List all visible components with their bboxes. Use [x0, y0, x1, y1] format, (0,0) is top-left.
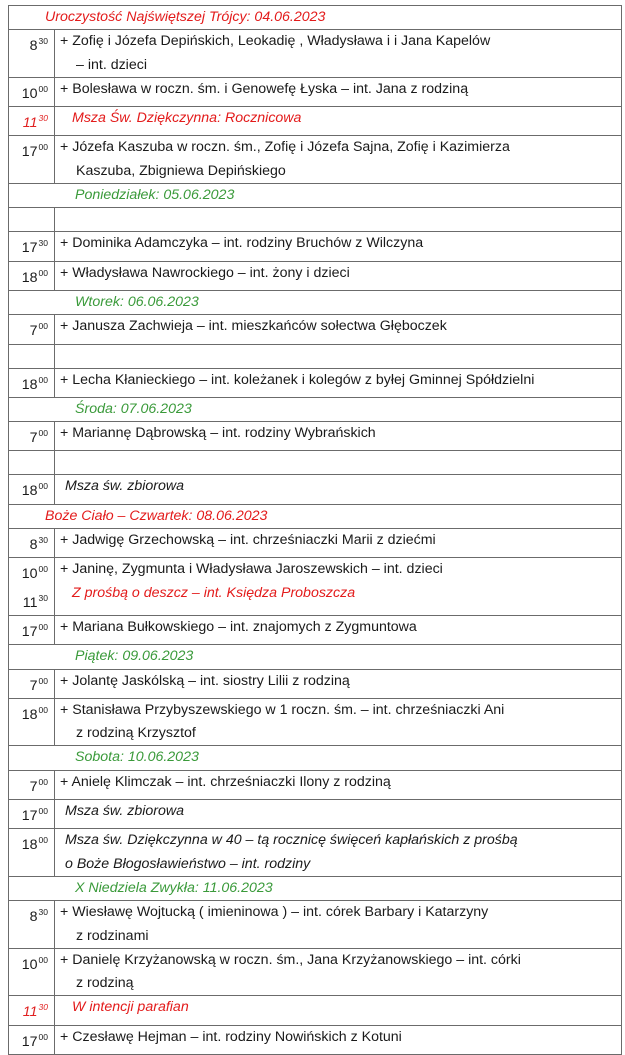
- intention-line: + Józefa Kaszuba w roczn. śm., Zofię i Józefa Sajna, Zofię i Kazimierza: [60, 139, 510, 156]
- day-heading: Boże Ciało – Czwartek: 08.06.2023: [9, 504, 622, 528]
- intention-line: – int. dzieci: [76, 56, 147, 73]
- table-row: [9, 422, 622, 451]
- table-row: [9, 829, 622, 877]
- intention-cell: [55, 208, 622, 232]
- intention-cell: [55, 77, 622, 106]
- day-heading-row: [9, 397, 622, 421]
- time-cell: [9, 368, 55, 397]
- day-heading-row: [9, 746, 622, 770]
- time-cell: [9, 615, 55, 644]
- day-heading: Uroczystość Najświętszej Trójcy: 04.06.2023: [9, 6, 622, 30]
- time-minutes: 00: [38, 776, 48, 787]
- intention-line: + Janusza Zachwieja – int. mieszkańców sołectwa Głęboczek: [60, 318, 447, 335]
- mass-time: [30, 901, 48, 929]
- intention-cell: [55, 669, 622, 698]
- time-minutes: 00: [38, 1031, 48, 1042]
- mass-time: [22, 262, 48, 290]
- empty-row: [9, 208, 622, 232]
- time-cell: [9, 901, 55, 949]
- time-minutes: 00: [38, 675, 48, 686]
- mass-time: [22, 369, 48, 397]
- intention-cell: [55, 136, 622, 184]
- time-minutes: 00: [38, 704, 48, 715]
- mass-intentions-sheet: [8, 5, 621, 1055]
- day-heading: Wtorek: 06.06.2023: [9, 290, 622, 314]
- time-hour: 7: [29, 323, 38, 340]
- day-heading: X Niedziela Zwykła: 11.06.2023: [9, 876, 622, 900]
- intention-cell: [55, 770, 622, 799]
- time-minutes: 00: [38, 481, 48, 492]
- intention-line: z rodziną: [76, 975, 134, 992]
- intention-line: + Czesławę Hejman – int. rodziny Nowińskich z Kotuni: [60, 1028, 402, 1045]
- table-row: [9, 698, 622, 746]
- time-minutes: 00: [38, 564, 48, 575]
- time-hour: 18: [21, 706, 38, 723]
- time-minutes: 30: [38, 1002, 48, 1013]
- time-minutes: 00: [38, 83, 48, 94]
- day-heading-row: [9, 876, 622, 900]
- time-hour: 18: [21, 269, 38, 286]
- time-minutes: 00: [38, 806, 48, 817]
- intention-cell: [55, 558, 622, 616]
- mass-time: [22, 1026, 48, 1054]
- table-row: [9, 800, 622, 829]
- table-row: [9, 996, 622, 1025]
- time-cell: [9, 107, 55, 136]
- time-cell: [9, 451, 55, 475]
- time-minutes: 00: [38, 267, 48, 278]
- intention-line: z rodziną Krzysztof: [76, 725, 196, 742]
- table-row: [9, 475, 622, 504]
- time-hour: 11: [22, 594, 38, 611]
- time-minutes: 00: [38, 954, 48, 965]
- table-row: [9, 948, 622, 996]
- intention-line: Kaszuba, Zbigniewa Depińskiego: [76, 162, 286, 179]
- intention-line: + Lecha Kłanieckiego – int. koleżanek i kolegów z byłej Gminnej Spółdzielni: [60, 371, 535, 388]
- day-heading-row: [9, 290, 622, 314]
- table-row: [9, 1025, 622, 1054]
- intention-cell: [55, 901, 622, 949]
- intention-cell: [55, 615, 622, 644]
- intention-cell: [55, 344, 622, 368]
- table-row: [9, 261, 622, 290]
- time-minutes: 00: [38, 321, 48, 332]
- day-heading: Piątek: 09.06.2023: [9, 645, 622, 669]
- intention-cell: [55, 315, 622, 344]
- mass-time: [30, 422, 48, 450]
- time-cell: [9, 698, 55, 746]
- time-hour: 18: [21, 376, 38, 393]
- mass-time: [30, 670, 48, 698]
- time-cell: [9, 529, 55, 558]
- time-minutes: 30: [38, 592, 48, 603]
- time-cell: [9, 232, 55, 261]
- intention-cell: [55, 261, 622, 290]
- mass-time: [22, 475, 48, 503]
- intention-line: + Stanisława Przybyszewskiego w 1 roczn. śm. – int. chrześniaczki Ani: [60, 701, 505, 718]
- table-row: [9, 232, 622, 261]
- intention-cell: [55, 30, 622, 78]
- time-minutes: 30: [38, 36, 48, 47]
- day-heading: Poniedziałek: 05.06.2023: [9, 184, 622, 208]
- mass-time: [22, 829, 48, 857]
- time-hour: 10: [21, 956, 38, 973]
- time-hour: 17: [21, 1033, 38, 1050]
- mass-time: [30, 771, 48, 799]
- special-intention: Msza św. zbiorowa: [55, 800, 622, 829]
- time-cell: [9, 829, 55, 877]
- intention-line: + Jadwigę Grzechowską – int. chrześniaczki Marii z dziećmi: [60, 532, 436, 549]
- time-cell: [9, 77, 55, 106]
- special-intention: Z prośbą o deszcz – int. Księdza Proboszcza: [72, 584, 356, 601]
- intention-cell: [55, 529, 622, 558]
- time-minutes: 00: [38, 374, 48, 385]
- time-minutes: 00: [38, 142, 48, 153]
- time-hour: 7: [29, 778, 38, 795]
- time-cell: [9, 1025, 55, 1054]
- table-row: [9, 615, 622, 644]
- time-minutes: 00: [38, 428, 48, 439]
- day-heading-row: [9, 645, 622, 669]
- special-intention: Msza Św. Dziękczynna: Rocznicowa: [55, 107, 622, 136]
- mass-time: [30, 315, 48, 343]
- time-cell: [9, 475, 55, 504]
- intention-cell: [55, 368, 622, 397]
- mass-time: [22, 136, 48, 164]
- mass-time: [23, 587, 48, 615]
- time-cell: [9, 315, 55, 344]
- table-row: [9, 558, 622, 616]
- intention-line: + Dominika Adamczyka – int. rodziny Bruchów z Wilczyna: [60, 235, 424, 252]
- table-row: [9, 136, 622, 184]
- time-cell: [9, 261, 55, 290]
- intention-line: + Danielę Krzyżanowską w roczn. śm., Jana Krzyżanowskiego – int. córki: [60, 951, 521, 968]
- time-hour: 7: [29, 677, 38, 694]
- table-row: [9, 315, 622, 344]
- mass-intentions-body: [9, 6, 622, 1055]
- intention-cell: [55, 1025, 622, 1054]
- table-row: [9, 901, 622, 949]
- intention-line: + Janinę, Zygmunta i Władysława Jaroszewskich – int. dzieci: [60, 561, 443, 578]
- time-cell: [9, 422, 55, 451]
- mass-time: [22, 800, 48, 828]
- table-row: [9, 107, 622, 136]
- intention-cell: [55, 451, 622, 475]
- time-hour: 17: [21, 623, 38, 640]
- time-cell: [9, 136, 55, 184]
- mass-time: [22, 949, 48, 977]
- table-row: [9, 529, 622, 558]
- time-minutes: 00: [38, 621, 48, 632]
- mass-time: [22, 699, 48, 727]
- intention-cell: [55, 829, 622, 877]
- empty-row: [9, 451, 622, 475]
- special-intention: W intencji parafian: [55, 996, 622, 1025]
- time-cell: [9, 344, 55, 368]
- time-minutes: 00: [38, 835, 48, 846]
- time-hour: 8: [29, 537, 38, 554]
- time-hour: 17: [21, 808, 38, 825]
- intention-line: + Bolesława w roczn. śm. i Genowefę Łyska – int. Jana z rodziną: [60, 80, 469, 97]
- mass-time: [23, 107, 48, 135]
- time-hour: 18: [21, 837, 38, 854]
- day-heading-row: [9, 6, 622, 30]
- time-cell: [9, 800, 55, 829]
- table-row: [9, 77, 622, 106]
- time-hour: 17: [21, 240, 38, 257]
- intention-line: + Wiesławę Wojtucką ( imieninowa ) – int. córek Barbary i Katarzyny: [60, 904, 489, 921]
- time-hour: 11: [22, 115, 38, 132]
- time-minutes: 30: [38, 907, 48, 918]
- intention-cell: [55, 698, 622, 746]
- intention-line: + Mariannę Dąbrowską – int. rodziny Wybrańskich: [60, 425, 376, 442]
- intention-cell: [55, 948, 622, 996]
- table-row: [9, 368, 622, 397]
- day-heading-row: [9, 504, 622, 528]
- intention-cell: [55, 422, 622, 451]
- intention-line: + Władysława Nawrockiego – int. żony i dzieci: [60, 264, 350, 281]
- time-cell: [9, 558, 55, 616]
- mass-time: [22, 616, 48, 644]
- time-minutes: 30: [38, 535, 48, 546]
- table-row: [9, 30, 622, 78]
- time-cell: [9, 669, 55, 698]
- time-hour: 18: [21, 483, 38, 500]
- time-hour: 17: [21, 144, 38, 161]
- time-hour: 7: [29, 430, 38, 447]
- intention-line: z rodzinami: [76, 927, 149, 944]
- mass-time: [30, 529, 48, 557]
- intention-line: + Mariana Bułkowskiego – int. znajomych z Zygmuntowa: [60, 618, 417, 635]
- time-cell: [9, 996, 55, 1025]
- day-heading: Środa: 07.06.2023: [9, 397, 622, 421]
- mass-time: [22, 558, 48, 586]
- intention-line: + Jolantę Jaskólską – int. siostry Lilii z rodziną: [60, 672, 350, 689]
- time-cell: [9, 30, 55, 78]
- time-hour: 8: [29, 909, 38, 926]
- special-intention-line: Msza św. Dziękczynna w 40 – tą rocznicę święceń kapłańskich z prośbą: [65, 832, 518, 849]
- special-intention: Msza św. zbiorowa: [55, 475, 622, 504]
- time-hour: 10: [21, 85, 38, 102]
- time-cell: [9, 948, 55, 996]
- mass-intentions-table: [8, 5, 622, 1055]
- intention-line: + Anielę Klimczak – int. chrześniaczki Ilony z rodziną: [60, 773, 391, 790]
- time-hour: 10: [21, 566, 38, 583]
- time-cell: [9, 770, 55, 799]
- time-minutes: 30: [38, 113, 48, 124]
- table-row: [9, 669, 622, 698]
- day-heading: Sobota: 10.06.2023: [9, 746, 622, 770]
- intention-cell: [55, 232, 622, 261]
- time-minutes: 30: [38, 238, 48, 249]
- time-cell: [9, 208, 55, 232]
- mass-time: [22, 78, 48, 106]
- mass-time: [30, 30, 48, 58]
- time-hour: 8: [29, 38, 38, 55]
- intention-line: + Zofię i Józefa Depińskich, Leokadię , Władysława i i Jana Kapelów: [60, 33, 491, 50]
- empty-row: [9, 344, 622, 368]
- mass-time: [22, 232, 48, 260]
- day-heading-row: [9, 184, 622, 208]
- table-row: [9, 770, 622, 799]
- time-hour: 11: [22, 1004, 38, 1021]
- mass-time: [23, 996, 48, 1024]
- special-intention-line: o Boże Błogosławieństwo – int. rodziny: [65, 855, 311, 872]
